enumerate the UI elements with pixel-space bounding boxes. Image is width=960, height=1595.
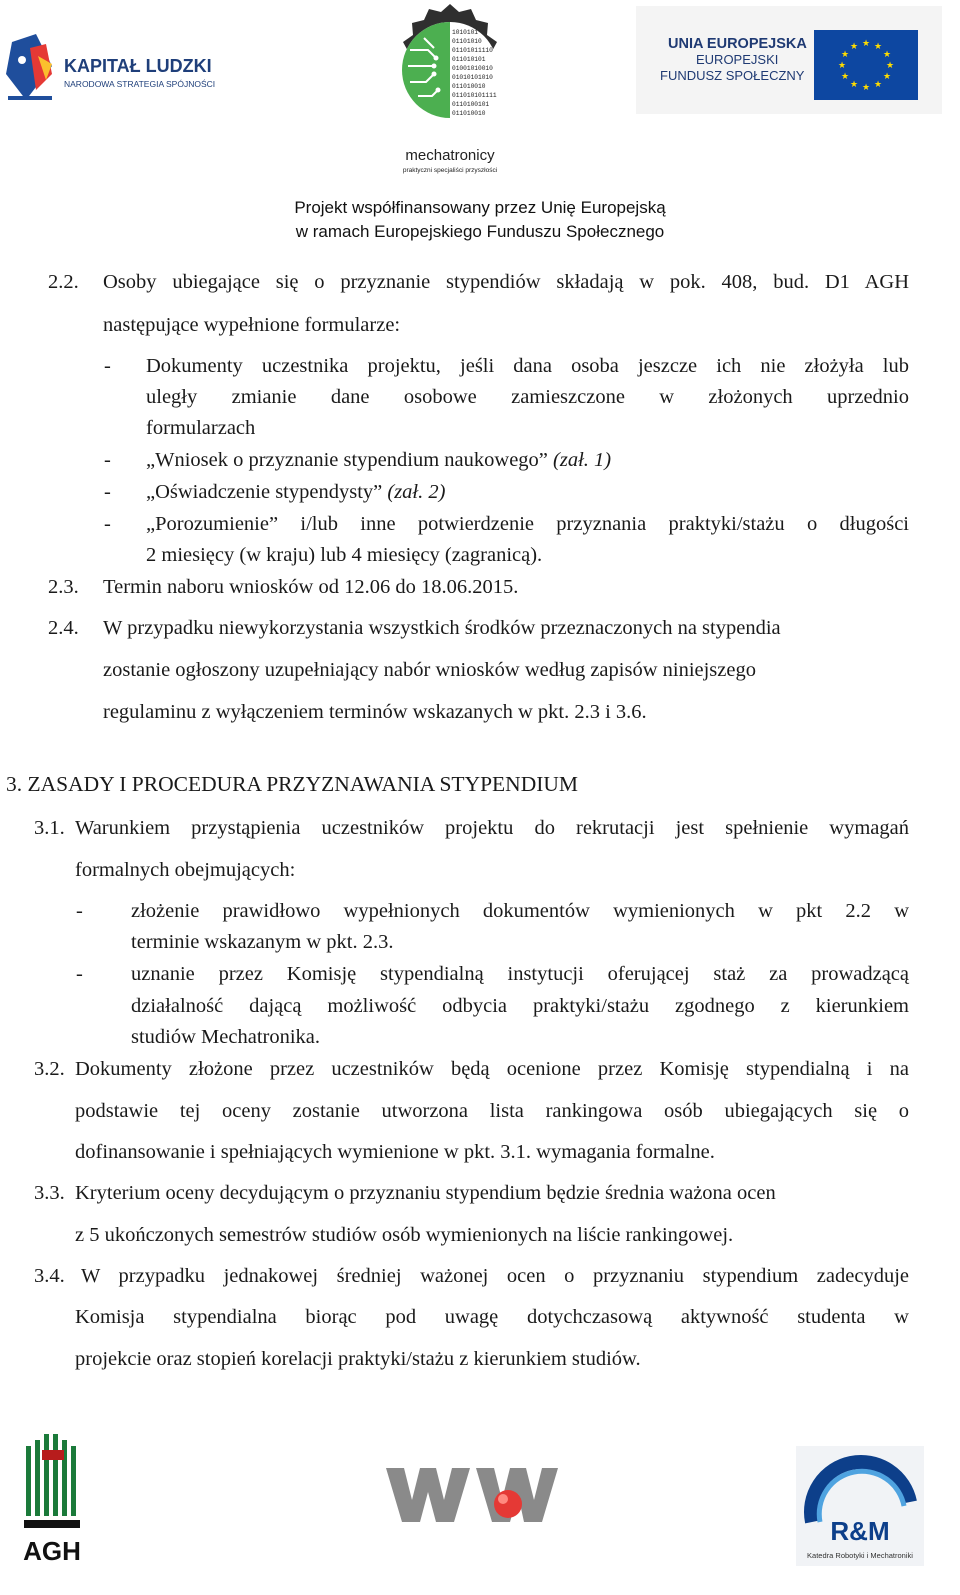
ue-line2: EUROPEJSKI	[696, 52, 779, 67]
list-item-text: uległy zmianie dane osobowe zamieszczone w złożonych uprzednio	[146, 386, 909, 408]
svg-text:★: ★	[840, 50, 850, 60]
kapital-subtitle: NARODOWA STRATEGIA SPÓJNOŚCI	[64, 79, 216, 89]
binary-line: 011010101	[452, 56, 486, 63]
paragraph-number: 2.2.	[48, 271, 79, 293]
list-item-text: uznanie przez Komisję stypendialną instytucji oferującej staż za prowadzącą	[131, 963, 909, 985]
list-item-text: terminie wskazanym w pkt. 2.3.	[131, 931, 394, 953]
form-title: „Wniosek o przyznanie stypendium naukowego”	[146, 449, 548, 471]
svg-text:★: ★	[882, 50, 892, 60]
binary-line: 01101011110	[452, 47, 493, 54]
agh-logo	[16, 1432, 90, 1566]
wimir-logo	[382, 1460, 562, 1530]
list-dash: -	[104, 513, 111, 535]
list-item-text	[146, 477, 445, 508]
ue-line3: FUNDUSZ SPOŁECZNY	[660, 68, 805, 83]
paragraph-text: regulaminu z wyłączeniem terminów wskazanych w pkt. 2.3 i 3.6.	[103, 701, 647, 723]
list-dash: -	[104, 481, 111, 503]
paragraph-text: Termin naboru wniosków od 12.06 do 18.06.2015.	[103, 576, 519, 598]
paragraph-text: formalnych obejmujących:	[75, 859, 296, 881]
paragraph-text: W przypadku jednakowej średniej ważonej ocen o przyznaniu stypendium zadecyduje	[81, 1265, 909, 1287]
list-item-text: Dokumenty uczestnika projektu, jeśli dana osoba jeszcze ich nie złożyła lub	[146, 355, 909, 377]
paragraph-text: Kryterium oceny decydującym o przyznaniu stypendium będzie średnia ważona ocen	[75, 1182, 776, 1204]
list-item-text: złożenie prawidłowo wypełnionych dokumentów wymienionych w pkt 2.2 w	[131, 900, 909, 922]
paragraph-number: 3.3.	[34, 1182, 65, 1204]
binary-line: 011010010	[452, 83, 486, 90]
paragraph-text: z 5 ukończonych semestrów studiów osób wymienionych na liście rankingowej.	[75, 1224, 734, 1246]
paragraph-text: zostanie ogłoszony uzupełniający nabór wniosków według zapisów niniejszego	[103, 659, 756, 681]
svg-text:★: ★	[840, 72, 850, 82]
list-item-text: formularzach	[146, 417, 256, 439]
section-heading: 3. ZASADY I PROCEDURA PRZYZNAWANIA STYPENDIUM	[6, 772, 579, 796]
rm-subtitle: Katedra Robotyki i Mechatroniki	[807, 1551, 913, 1560]
paragraph-text: W przypadku niewykorzystania wszystkich środków przeznaczonych na stypendia	[103, 617, 781, 639]
svg-text:★: ★	[861, 39, 871, 49]
list-item-text: „Porozumienie” i/lub inne potwierdzenie przyznania praktyki/stażu o długości	[146, 513, 909, 535]
binary-line: 01010101010	[452, 74, 493, 81]
binary-line: 011010010	[452, 110, 486, 117]
paragraph-text: Dokumenty złożone przez uczestników będą ocenione przez Komisję stypendialną i na	[75, 1058, 909, 1080]
paragraph-number: 2.4.	[48, 617, 79, 639]
paragraph-text: Osoby ubiegające się o przyznanie stypendiów składają w pok. 408, bud. D1 AGH	[103, 271, 909, 293]
binary-line: 011010101111	[452, 92, 497, 99]
form-title: „Oświadczenie stypendysty”	[146, 481, 383, 503]
binary-line: 01001010010	[452, 65, 493, 72]
paragraph-text: podstawie tej oceny zostanie utworzona lista rankingowa osób ubiegających się o	[75, 1100, 909, 1122]
mech-name: mechatronicy	[405, 147, 495, 164]
paragraph-text: projekcie oraz stopień korelacji praktyki/stażu z kierunkiem studiów.	[75, 1348, 641, 1370]
paragraph-number: 2.3.	[48, 576, 79, 598]
paragraph-text: Warunkiem przystąpienia uczestników projektu do rekrutacji jest spełnienie wymagań	[75, 817, 909, 839]
list-dash: -	[76, 963, 83, 985]
svg-text:★: ★	[837, 61, 847, 71]
list-item-text: studiów Mechatronika.	[131, 1026, 321, 1048]
robotics-mechatronics-logo	[790, 1442, 930, 1570]
kapital-ludzki-logo	[6, 34, 221, 106]
agh-label: AGH	[23, 1536, 81, 1566]
svg-text:★: ★	[885, 61, 895, 71]
list-item-text: działalność dającą możliwość odbycia praktyki/stażu zgodnego z kierunkiem	[131, 995, 909, 1017]
paragraph-text: Komisja stypendialna biorąc pod uwagę dotychczasową aktywność studenta w	[75, 1306, 909, 1328]
ue-line1: UNIA EUROPEJSKA	[668, 36, 807, 52]
list-dash: -	[104, 355, 111, 377]
list-item-text	[146, 445, 611, 476]
svg-text:★: ★	[861, 83, 871, 93]
paragraph-number: 3.1.	[34, 817, 65, 839]
project-fund-line: w ramach Europejskiego Funduszu Społecznego	[295, 222, 665, 241]
svg-text:★: ★	[873, 42, 883, 52]
paragraph-text: dofinansowanie i spełniających wymienione w pkt. 3.1. wymagania formalne.	[75, 1141, 715, 1163]
binary-line: 1010101	[452, 29, 478, 36]
svg-text:★: ★	[882, 72, 892, 82]
list-dash: -	[76, 900, 83, 922]
paragraph-number: 3.4.	[34, 1265, 65, 1287]
list-item-text: 2 miesięcy (w kraju) lub 4 miesięcy (zagranicą).	[146, 544, 543, 566]
project-cofinancing-line: Projekt współfinansowany przez Unię Europejską	[294, 198, 666, 217]
binary-line: 01101010	[452, 38, 482, 45]
mech-tagline: praktyczni specjaliści przyszłości	[402, 167, 498, 174]
binary-line: 0110100101	[452, 101, 490, 108]
list-dash: -	[104, 449, 111, 471]
svg-text:★: ★	[849, 80, 859, 90]
kapital-title: KAPITAŁ LUDZKI	[64, 56, 212, 76]
svg-text:★: ★	[873, 80, 883, 90]
rm-label: R&M	[830, 1516, 890, 1546]
attachment-ref: (zał. 2)	[387, 481, 446, 503]
paragraph-text: następujące wypełnione formularze:	[103, 314, 401, 336]
svg-text:★: ★	[849, 42, 859, 52]
paragraph-number: 3.2.	[34, 1058, 65, 1080]
attachment-ref: (zał. 1)	[553, 449, 612, 471]
eu-social-fund-logo	[636, 6, 942, 114]
mechatronicy-logo	[380, 0, 520, 180]
